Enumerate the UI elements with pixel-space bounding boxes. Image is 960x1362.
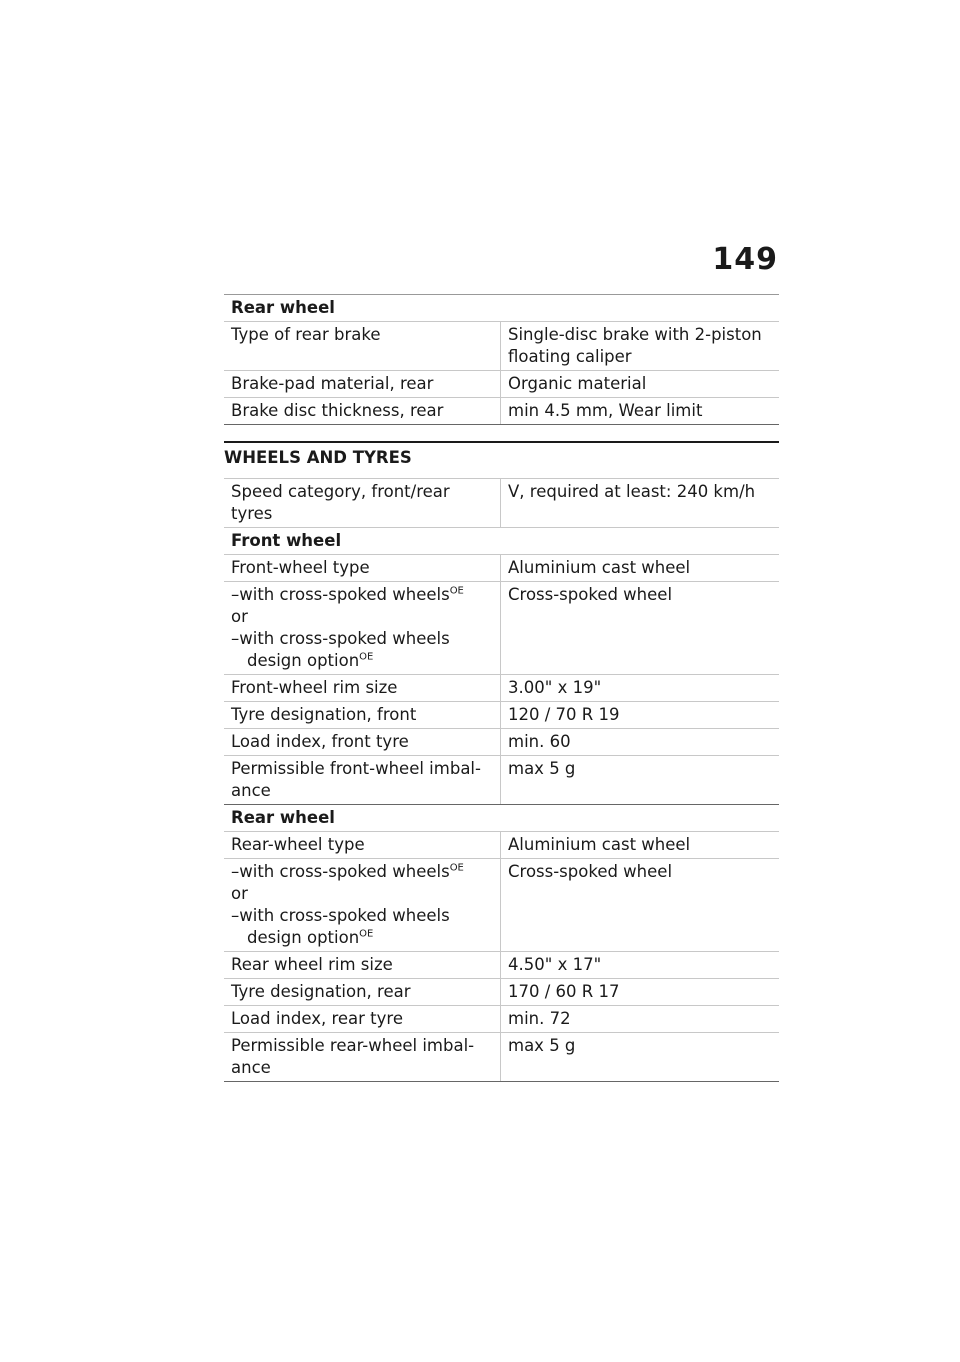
table-row: [224, 582, 779, 675]
option-line: –with cross-spoked wheels design option$^{OE}$: [231, 906, 450, 947]
table-row: [224, 832, 779, 859]
row-label: Permissible front-wheel imbal-ance: [224, 756, 501, 804]
table-row: [224, 398, 779, 425]
row-value: Cross-spoked wheel: [508, 862, 673, 881]
row-value: max 5 g: [508, 759, 576, 778]
option-line: –with cross-spoked wheels design option$^{OE}$: [231, 629, 450, 670]
table-row: [224, 859, 779, 952]
row-value: min. 60: [508, 732, 571, 751]
option-or: or: [231, 607, 248, 626]
row-value: min. 72: [508, 1009, 571, 1028]
oe-marker: OE: [449, 862, 464, 874]
rear-brake-table: [224, 294, 779, 425]
table-row: [224, 478, 779, 528]
row-value: 3.00" x 19": [508, 678, 602, 697]
option-line: –with cross-spoked wheels$^{OE}$: [231, 585, 464, 604]
table-row: [224, 729, 779, 756]
row-label: Type of rear brake: [224, 322, 501, 370]
spec-content: [224, 294, 779, 1082]
option-or: or: [231, 884, 248, 903]
table-header-row: [224, 528, 779, 555]
table-row: [224, 756, 779, 805]
row-value: Single-disc brake with 2-piston floating caliper: [508, 325, 762, 366]
rear-wheel-heading: Rear wheel: [231, 298, 335, 317]
section-title: WHEELS AND TYRES: [224, 441, 779, 478]
wheels-tyres-table: [224, 478, 779, 1082]
row-label: Speed category, front/rear tyres: [224, 479, 501, 527]
front-wheel-heading: Front wheel: [231, 531, 342, 550]
row-value: max 5 g: [508, 1036, 576, 1055]
row-label: Brake-pad material, rear: [224, 371, 501, 397]
table-row: [224, 371, 779, 398]
table-row: [224, 952, 779, 979]
table-row: [224, 555, 779, 582]
row-value: Organic material: [508, 374, 647, 393]
oe-marker: OE: [449, 585, 464, 597]
row-label: Tyre designation, rear: [224, 979, 501, 1005]
row-value: V, required at least: 240 km/h: [508, 482, 756, 501]
row-label: Rear-wheel type: [224, 832, 501, 858]
row-label: Front-wheel rim size: [224, 675, 501, 701]
table-row: [224, 322, 779, 371]
row-value: min 4.5 mm, Wear limit: [508, 401, 703, 420]
row-label: Brake disc thickness, rear: [224, 398, 501, 424]
table-header-row: [224, 295, 779, 322]
row-value: 4.50" x 17": [508, 955, 602, 974]
table-row: [224, 1033, 779, 1082]
row-value: Aluminium cast wheel: [508, 558, 691, 577]
row-label: Load index, rear tyre: [224, 1006, 501, 1032]
oe-marker: OE: [359, 928, 374, 940]
rear-wheel-heading: Rear wheel: [231, 808, 335, 827]
row-label: Load index, front tyre: [224, 729, 501, 755]
page-number: 149: [712, 242, 778, 277]
table-row: [224, 675, 779, 702]
row-value: 120 / 70 R 19: [508, 705, 620, 724]
row-value: 170 / 60 R 17: [508, 982, 620, 1001]
row-label: Tyre designation, front: [224, 702, 501, 728]
table-row: [224, 979, 779, 1006]
row-value: Aluminium cast wheel: [508, 835, 691, 854]
row-value: Cross-spoked wheel: [508, 585, 673, 604]
table-row: [224, 1006, 779, 1033]
table-row: [224, 702, 779, 729]
table-header-row: [224, 805, 779, 832]
option-line: –with cross-spoked wheels$^{OE}$: [231, 862, 464, 881]
row-label-options: [224, 582, 501, 674]
oe-marker: OE: [359, 651, 374, 663]
row-label: Front-wheel type: [224, 555, 501, 581]
row-label-options: [224, 859, 501, 951]
row-label: Rear wheel rim size: [224, 952, 501, 978]
row-label: Permissible rear-wheel imbal-ance: [224, 1033, 501, 1081]
